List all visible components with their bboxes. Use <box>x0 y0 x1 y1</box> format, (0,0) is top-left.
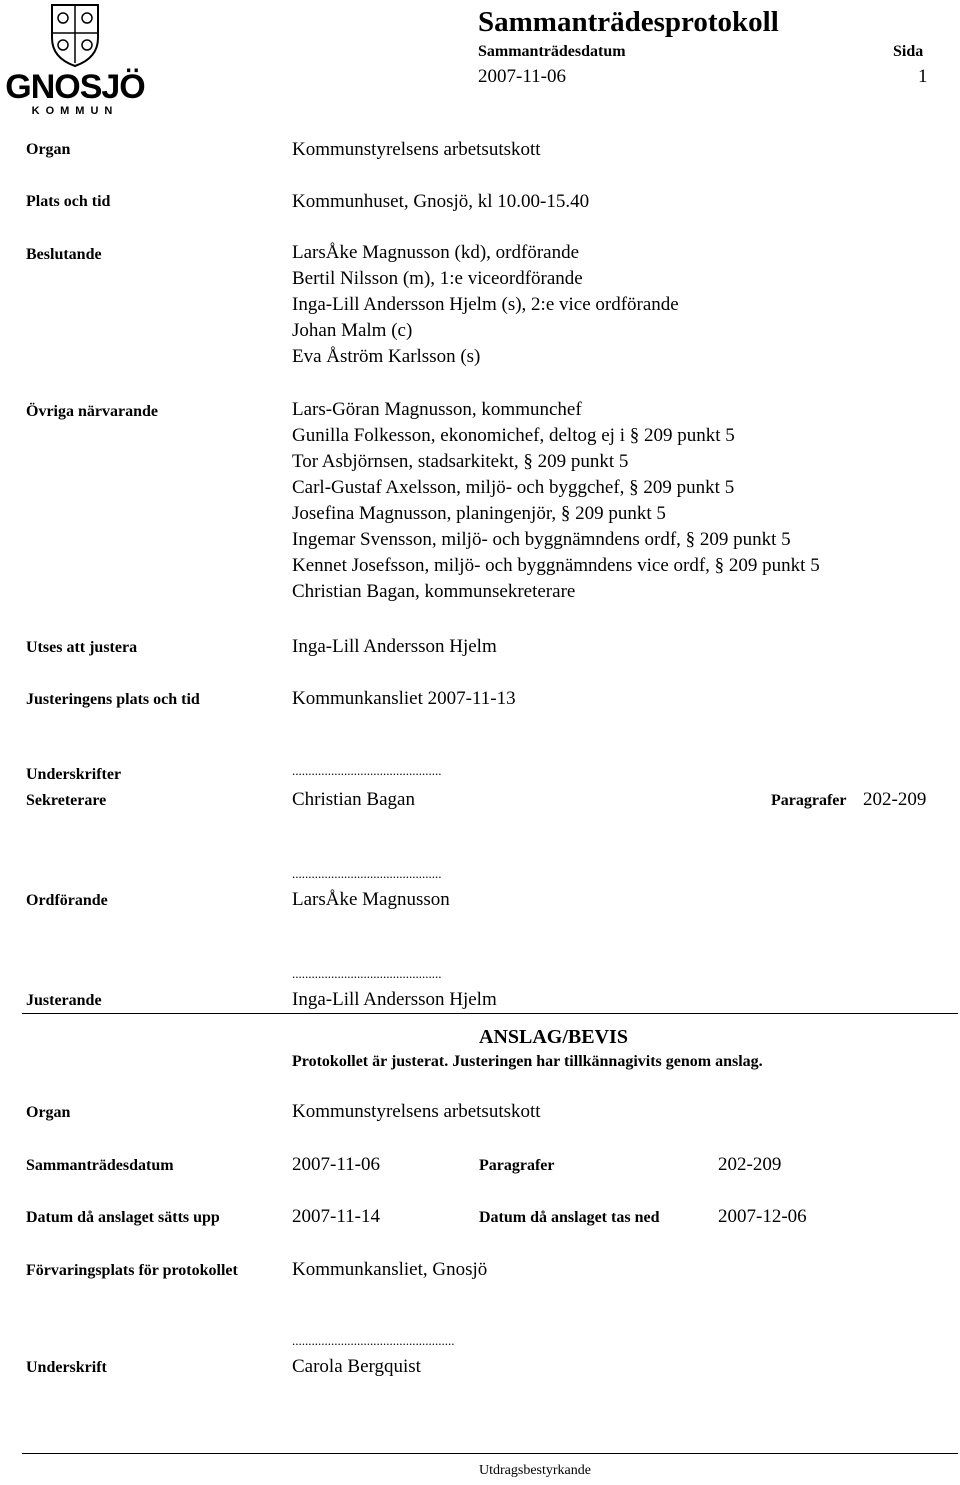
adjusting-label: Justerande <box>26 992 102 1009</box>
storage-value: Kommunkansliet, Gnosjö <box>292 1259 488 1280</box>
secretary-label: Sekreterare <box>26 792 107 809</box>
organ-label: Organ <box>26 141 71 158</box>
adjustment-place-label: Justeringens plats och tid <box>26 691 200 708</box>
list-item: Tor Asbjörnsen, stadsarkitekt, § 209 punkt 5 <box>292 451 629 472</box>
posted-date-label: Datum då anslaget sätts upp <box>26 1209 220 1226</box>
list-item: Eva Åström Karlsson (s) <box>292 346 481 367</box>
notice-title: ANSLAG/BEVIS <box>479 1026 628 1048</box>
list-item: Carl-Gustaf Axelsson, miljö- och byggchef, § 209 punkt 5 <box>292 477 735 498</box>
notice-date-label: Sammanträdesdatum <box>26 1157 174 1174</box>
others-present-list <box>292 397 820 605</box>
gnosjo-logo <box>0 0 150 118</box>
posted-date-value: 2007-11-14 <box>292 1206 380 1227</box>
signature-line: .............................................. <box>292 966 442 981</box>
chair-label: Ordförande <box>26 892 108 909</box>
meeting-date: 2007-11-06 <box>478 66 566 87</box>
signature-line: .................................................. <box>292 1333 455 1348</box>
decision-makers-label: Beslutande <box>26 246 102 263</box>
page-number: 1 <box>918 66 928 87</box>
notice-paragraphs-label: Paragrafer <box>479 1157 555 1174</box>
signature-label: Underskrift <box>26 1359 107 1376</box>
coat-of-arms-icon <box>52 5 98 66</box>
meeting-date-label: Sammanträdesdatum <box>478 43 626 60</box>
notice-date-value: 2007-11-06 <box>292 1154 380 1175</box>
adjuster-label: Utses att justera <box>26 639 138 656</box>
signature-name: Carola Bergquist <box>292 1356 421 1377</box>
page-title: Sammanträdesprotokoll <box>478 6 779 38</box>
paragraphs-label: Paragrafer <box>771 792 847 809</box>
logo-name: GNOSJÖ <box>5 68 145 106</box>
divider <box>22 1013 958 1014</box>
adjusting-name: Inga-Lill Andersson Hjelm <box>292 989 497 1010</box>
list-item: Kennet Josefsson, miljö- och byggnämndens vice ordf, § 209 punkt 5 <box>292 555 820 576</box>
signature-line: .............................................. <box>292 866 442 881</box>
list-item: Lars-Göran Magnusson, kommunchef <box>292 399 582 420</box>
paragraphs-value: 202-209 <box>863 789 927 810</box>
notice-paragraphs-value: 202-209 <box>718 1154 782 1175</box>
list-item: Inga-Lill Andersson Hjelm (s), 2:e vice ordförande <box>292 294 679 315</box>
secretary-name: Christian Bagan <box>292 789 415 810</box>
list-item: Ingemar Svensson, miljö- och byggnämndens ordf, § 209 punkt 5 <box>292 529 791 550</box>
list-item: Bertil Nilsson (m), 1:e viceordförande <box>292 268 583 289</box>
removed-date-value: 2007-12-06 <box>718 1206 807 1227</box>
notice-organ-value: Kommunstyrelsens arbetsutskott <box>292 1101 541 1122</box>
removed-date-label: Datum då anslaget tas ned <box>479 1209 660 1226</box>
place-time-value: Kommunhuset, Gnosjö, kl 10.00-15.40 <box>292 191 590 212</box>
notice-organ-label: Organ <box>26 1104 71 1121</box>
notice-subtitle: Protokollet är justerat. Justeringen har tillkännagivits genom anslag. <box>292 1053 763 1070</box>
adjustment-place-value: Kommunkansliet 2007-11-13 <box>292 688 516 709</box>
list-item: LarsÅke Magnusson (kd), ordförande <box>292 242 580 263</box>
list-item: Christian Bagan, kommunsekreterare <box>292 581 576 602</box>
chair-name: LarsÅke Magnusson <box>292 889 450 910</box>
storage-label: Förvaringsplats för protokollet <box>26 1262 238 1279</box>
footer-text: Utdragsbestyrkande <box>479 1463 591 1478</box>
list-item: Johan Malm (c) <box>292 320 413 341</box>
list-item: Gunilla Folkesson, ekonomichef, deltog ej i § 209 punkt 5 <box>292 425 735 446</box>
decision-makers-list <box>292 240 679 370</box>
logo-sub: KOMMUN <box>31 105 119 117</box>
signatures-label: Underskrifter <box>26 766 122 783</box>
signature-line: .............................................. <box>292 763 442 778</box>
place-time-label: Plats och tid <box>26 193 111 210</box>
footer-divider <box>22 1453 958 1454</box>
page-label: Sida <box>893 43 924 60</box>
list-item: Josefina Magnusson, planingenjör, § 209 punkt 5 <box>292 503 666 524</box>
organ-value: Kommunstyrelsens arbetsutskott <box>292 139 541 160</box>
others-present-label: Övriga närvarande <box>26 403 158 420</box>
adjuster-value: Inga-Lill Andersson Hjelm <box>292 636 497 657</box>
